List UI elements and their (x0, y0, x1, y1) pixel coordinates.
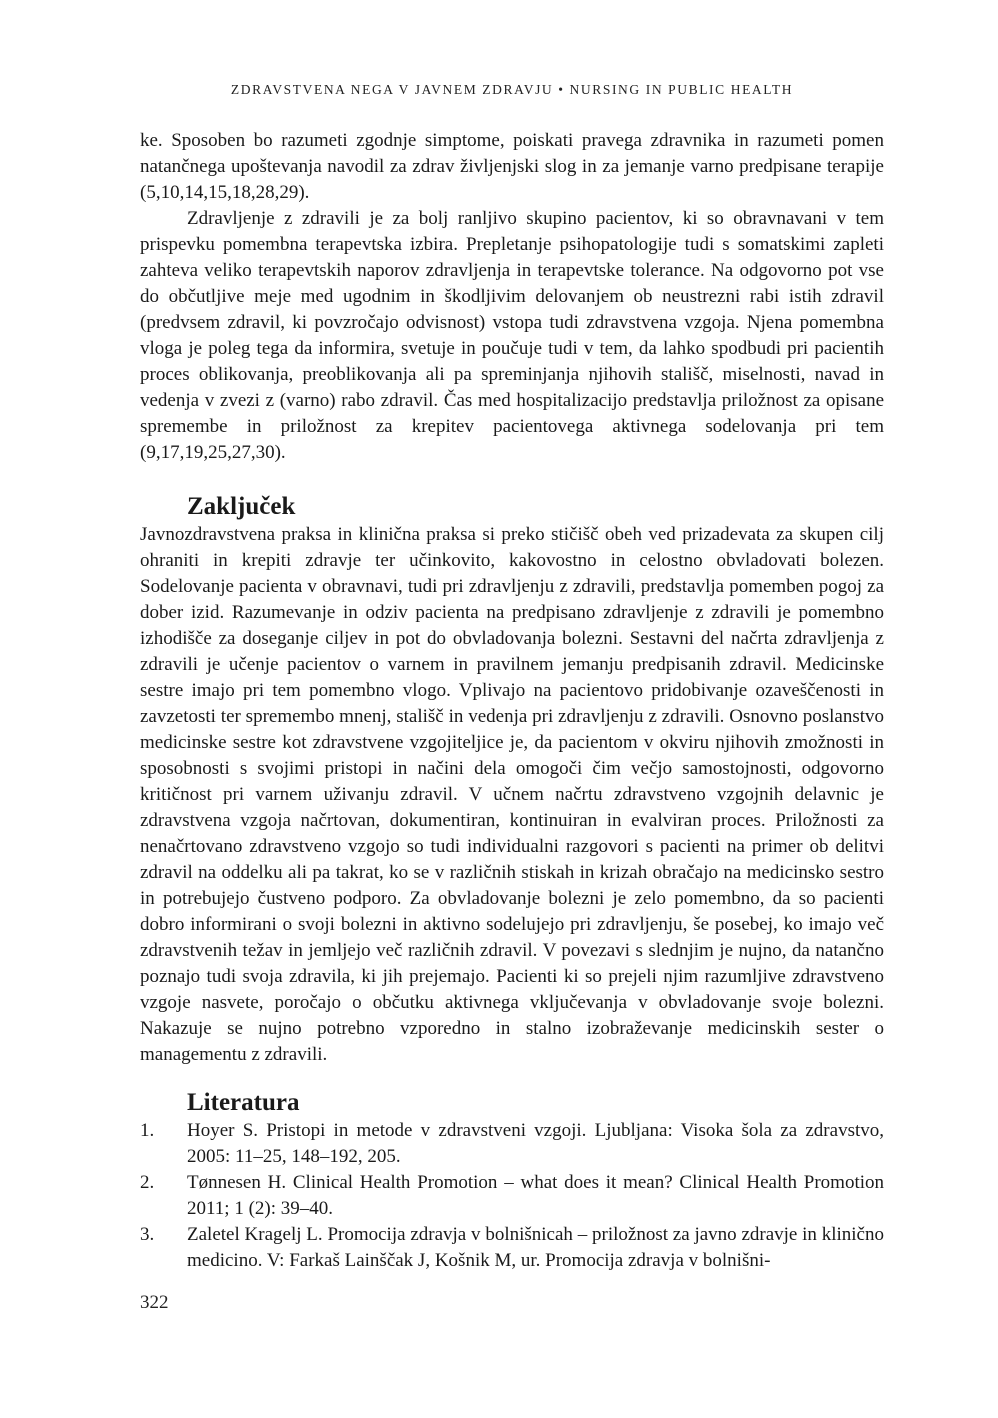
paragraph-continued: ke. Sposoben bo razumeti zgodnje simptome, poiskati pravega zdravnika in razumeti pomen natančnega upoštevanja navodil za zdrav življenjski slog in za jemanje varno predpisane terapije (5,10,14,15,18,28,29). (140, 130, 884, 203)
conclusion-paragraph: Javnozdravstvena praksa in klinična praksa si preko stičišč obeh ved prizadevata za skupen cilj ohraniti in krepiti zdravje ter učinkovito, kakovostno in celostno obvladovati bolezen. Sodelovanje pacienta v obravnavi, tudi pri zdravljenju z zdravili, predstavlja pomemben pogoj za dober izid. Razumevanje in odziv pacienta na predpisano zdravljenje z zdravili je pomembno izhodišče za doseganje ciljev in pot do obvladovanja bolezni. Sestavni del načrta zdravljenja z zdravili je učenje pacientov o varnem in pravilnem jemanju predpisanih zdravil. Medicinske sestre imajo pri tem pomembno vlogo. Vplivajo na pacientovo pridobivanje ozaveščenosti in zavzetosti ter spremembo mnenj, stališč in vedenja pri zdravljenju z zdravili. Osnovno poslanstvo medicinske sestre kot zdravstvene vzgojiteljice je, da pacientom v okviru njihovih zmožnosti in sposobnosti s svojimi pristopi in načini dela omogoči čim večjo samostojnosti, odgovorno kritičnost pri varnem uživanju zdravil. V učnem načrtu zdravstveno vzgojnih delavnic je zdravstvena vzgoja načrtovan, dokumentiran, kontinuiran in evalviran proces. Priložnosti za nenačrtovano zdravstveno vzgojo so tudi individualni razgovori s pacienti na primer ob delitvi zdravil na oddelku ali pa takrat, ko se v različnih stiskah in krizah obračajo na medicinsko sestro in potrebujejo čustveno podporo. Za obvladovanje bolezni je zelo pomembno, da so pacienti dobro informirani o svoji bolezni in aktivno sodelujejo pri zdravljenju, še posebej, ko imajo več zdravstvenih težav in jemljejo več različnih zdravil. V povezavi s slednjim je nujno, da natančno poznajo tudi svoja zdravila, ki jih prejemajo. Pacienti ki so prejeli njim razumljive zdravstveno vzgoje nasvete, poročajo o občutku aktivnega vključevanja v obvladovanje svoje bolezni. Nakazuje se nujno potrebno vzporedno in stalno izobraževanje medicinskih sester o managementu z zdravili. (140, 524, 884, 1065)
conclusion-heading: Zaključek (187, 493, 296, 520)
page-number: 322 (140, 1292, 169, 1313)
reference-text: Tønnesen H. Clinical Health Promotion – what does it mean? Clinical Health Promotion 2011; 1 (2): 39–40. (187, 1172, 884, 1219)
running-header: ZDRAVSTVENA NEGA V JAVNEM ZDRAVJU • NURSING IN PUBLIC HEALTH (230, 82, 794, 97)
literature-heading: Literatura (187, 1089, 300, 1116)
reference-item (140, 1170, 884, 1222)
paragraph-medication-therapy: Zdravljenje z zdravili je za bolj ranljivo skupino pacientov, ki so obravnavani v tem prispevku pomembna terapevtska izbira. Prepletanje psihopatologije tudi s somatskimi zapleti zahteva veliko terapevtskih naporov zdravljenja in terapevtske tolerance. Na odgovorno pot vse do občutljive meje med ugodnim in škodljivim delovanjem ob neustrezni rabi istih zdravil (predvsem zdravil, ki povzročajo odvisnost) vstopa tudi zdravstvena vzgoja. Njena pomembna vloga je poleg tega da informira, svetuje in poučuje tudi v tem, da lahko spodbudi pri pacientih proces oblikovanja, preoblikovanja ali pa spreminjanja njihovih stališč, miselnosti, navad in vedenja v zvezi z (varno) rabo zdravil. Čas med hospitalizacijo predstavlja priložnost za opisane spremembe in priložnost za krepitev pacientovega aktivnega sodelovanja pri tem (9,17,19,25,27,30). (140, 208, 884, 463)
reference-number: 1. (140, 1120, 155, 1141)
reference-number: 3. (140, 1224, 155, 1245)
reference-text: Hoyer S. Pristopi in metode v zdravstveni vzgoji. Ljubljana: Visoka šola za zdravstvo, 2005: 11–25, 148–192, 205. (187, 1120, 884, 1167)
reference-list (140, 1118, 884, 1274)
reference-item (140, 1118, 884, 1170)
reference-number: 2. (140, 1172, 155, 1193)
reference-text: Zaletel Kragelj L. Promocija zdravja v bolnišnicah – priložnost za javno zdravje in klinično medicino. V: Farkaš Lainščak J, Košnik M, ur. Promocija zdravja v bolnišni- (187, 1224, 884, 1271)
reference-item (140, 1222, 884, 1274)
article-body (140, 128, 884, 1274)
